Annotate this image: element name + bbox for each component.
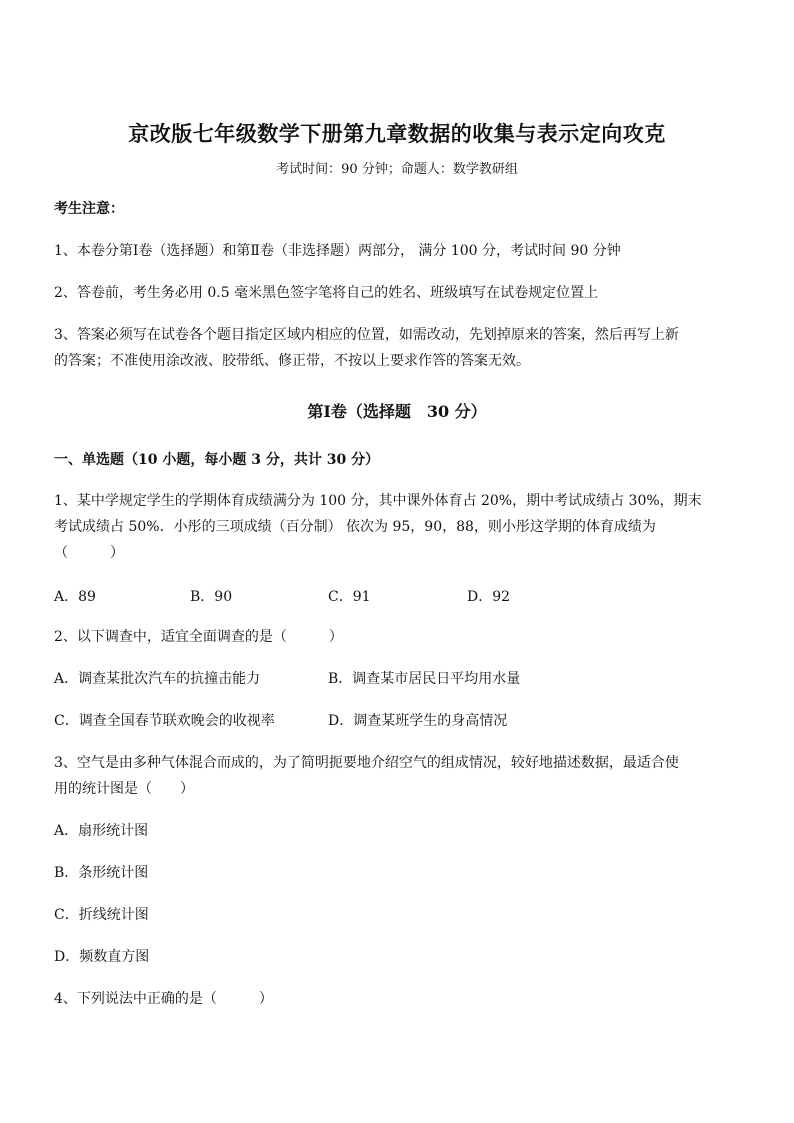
question-3-text: 3、空气是由多种气体混合而成的，为了简明扼要地介绍空气的组成情况，较好地描述数据，最适合使 [54, 755, 679, 771]
question-4-text: 4、下列说法中正确的是（ ） [54, 991, 273, 1007]
option-d[interactable]: D．调查某班学生的身高情况 [328, 713, 508, 729]
notice-heading: 考生注意： [54, 201, 124, 217]
option-b[interactable]: B．调查某市居民日平均用水量 [328, 671, 521, 687]
part-title: 第Ⅰ卷（选择题 30 分） [307, 402, 487, 421]
question-1-text: 1、某中学规定学生的学期体育成绩满分为 100 分，其中课外体育占 20%，期中考试成绩占 30%，期末 [54, 493, 702, 509]
option-d[interactable]: D．92 [467, 589, 511, 605]
section-heading: 一、单选题（10 小题，每小题 3 分，共计 30 分） [54, 452, 380, 468]
option-b[interactable]: B．条形统计图 [54, 865, 149, 881]
notice-item: 2、答卷前，考生务必用 0.5 毫米黑色签字笔将自己的姓名、班级填写在试卷规定位置上 [54, 285, 599, 301]
notice-item: 3、答案必须写在试卷各个题目指定区域内相应的位置，如需改动，先划掉原来的答案，然后再写上新 [54, 327, 679, 343]
question-3-text: 用的统计图是（ ） [54, 781, 194, 797]
notice-item: 1、本卷分第Ⅰ卷（选择题）和第Ⅱ卷（非选择题）两部分， 满分 100 分，考试时间 90 分钟 [54, 243, 621, 259]
option-a[interactable]: A．89 [54, 589, 96, 605]
question-1-text: （ ） [54, 545, 124, 561]
option-c[interactable]: C．91 [328, 589, 371, 605]
notice-item-continued: 的答案；不准使用涂改液、胶带纸、修正带，不按以上要求作答的答案无效。 [54, 353, 530, 369]
option-b[interactable]: B．90 [190, 589, 233, 605]
exam-subtitle: 考试时间：90 分钟；命题人：数学教研组 [276, 162, 518, 177]
question-1-text: 考试成绩占 50%．小彤的三项成绩（百分制） 依次为 95，90，88，则小彤这学期的体育成绩为 [54, 519, 656, 535]
option-a[interactable]: A．扇形统计图 [54, 823, 149, 839]
option-d[interactable]: D．频数直方图 [54, 949, 150, 965]
option-c[interactable]: C．调查全国春节联欢晚会的收视率 [54, 713, 275, 729]
question-2-text: 2、以下调查中，适宜全面调查的是（ ） [54, 629, 343, 645]
option-a[interactable]: A．调查某批次汽车的抗撞击能力 [54, 671, 261, 687]
option-c[interactable]: C．折线统计图 [54, 907, 149, 923]
exam-title: 京改版七年级数学下册第九章数据的收集与表示定向攻克 [128, 121, 666, 146]
